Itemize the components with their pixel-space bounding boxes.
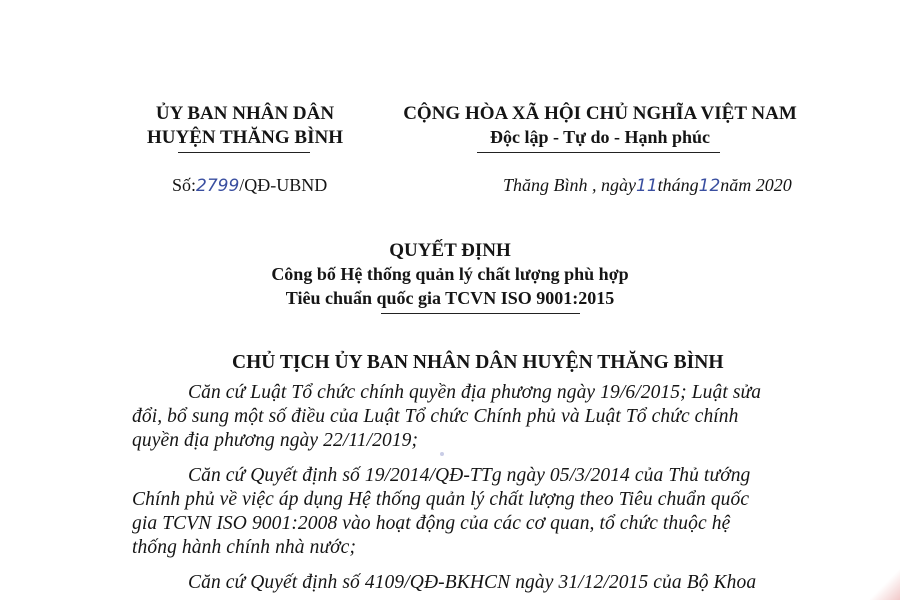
paragraph-1-line-2: đổi, bổ sung một số điều của Luật Tổ chức Chính phủ và Luật Tổ chức chính bbox=[132, 406, 739, 427]
paragraph-2-line-3: gia TCVN ISO 9001:2008 vào hoạt động của các cơ quan, tổ chức thuộc hệ bbox=[132, 513, 731, 534]
org-underline bbox=[178, 152, 310, 153]
handwritten-day: 11 bbox=[636, 176, 658, 196]
paragraph-2-line-4: thống hành chính nhà nước; bbox=[132, 537, 357, 558]
decision-subtitle-line2: Tiêu chuẩn quốc gia TCVN ISO 9001:2015 bbox=[285, 288, 615, 308]
place-date bbox=[503, 175, 792, 196]
date-month-label: tháng bbox=[657, 175, 699, 195]
number-prefix: Số: bbox=[172, 175, 197, 195]
issuing-authority: CHỦ TỊCH ỦY BAN NHÂN DÂN HUYỆN THĂNG BÌNH bbox=[232, 352, 724, 373]
national-motto: Độc lập - Tự do - Hạnh phúc bbox=[489, 127, 711, 147]
handwritten-number: 2799 bbox=[196, 176, 240, 196]
national-title: CỘNG HÒA XÃ HỘI CHỦ NGHĨA VIỆT NAM bbox=[403, 103, 797, 124]
org-name-line2: HUYỆN THĂNG BÌNH bbox=[146, 127, 343, 148]
motto-underline bbox=[477, 152, 720, 153]
decision-title: QUYẾT ĐỊNH bbox=[389, 240, 511, 261]
paragraph-1-line-3: quyền địa phương ngày 22/11/2019; bbox=[132, 430, 419, 451]
decision-subtitle-line1: Công bố Hệ thống quản lý chất lượng phù hợp bbox=[271, 264, 629, 284]
paragraph-2-line-2: Chính phủ về việc áp dụng Hệ thống quản lý chất lượng theo Tiêu chuẩn quốc bbox=[132, 489, 750, 510]
paragraph-1-line-1: Căn cứ Luật Tổ chức chính quyền địa phương ngày 19/6/2015; Luật sửa bbox=[188, 382, 762, 403]
date-place: Thăng Bình , ngày bbox=[503, 175, 636, 195]
date-year: năm 2020 bbox=[720, 175, 792, 195]
title-underline bbox=[381, 313, 580, 314]
paragraph-2-line-1: Căn cứ Quyết định số 19/2014/QĐ-TTg ngày 05/3/2014 của Thủ tướng bbox=[188, 465, 751, 486]
scan-corner-stain bbox=[870, 560, 900, 600]
paragraph-3-line-1: Căn cứ Quyết định số 4109/QĐ-BKHCN ngày 31/12/2015 của Bộ Khoa bbox=[188, 572, 757, 593]
document-number bbox=[172, 175, 327, 196]
org-name-line1: ỦY BAN NHÂN DÂN bbox=[155, 103, 335, 124]
number-suffix: /QĐ-UBND bbox=[239, 175, 328, 195]
handwritten-month: 12 bbox=[698, 176, 721, 196]
scan-speck bbox=[440, 452, 444, 456]
